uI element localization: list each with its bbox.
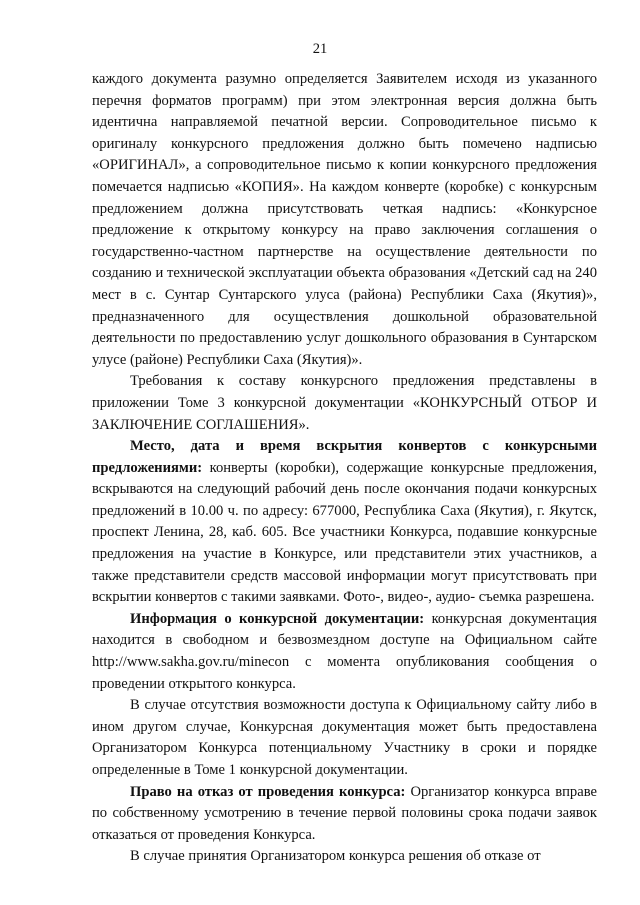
paragraph-text: Организатор конкурса вправе по собственному усмотрению в течение первой половины срока подачи заявок отказаться от проведения Конкурса. [92,783,597,843]
document-body [92,69,597,868]
page-number: 21 [312,41,328,57]
paragraph-text: конверты (коробки), содержащие конкурсные предложения, вскрываются на следующий рабочий день после окончания подачи конкурсных предложений в 10.00 ч. по адресу: 677000, Республика Саха (Якутия), г. Якутск, проспект Ленина, 28, каб. 605. Все участники Конкурса, подавшие конкурсные предложения на участие в Конкурсе, или представители этих участников, а также представители средств массовой информации могут присутствовать при вскрытии конвертов с такими заявками. Фото-, видео-, аудио- съемка разрешена. [92,459,597,606]
paragraph-heading: Информация о конкурсной документации: [130,610,425,627]
paragraph-text: конкурсная документация находится в свободном и безвозмездном доступе на Официальном сайте http://www.sakha.gov.ru/minecon с момента опубликования сообщения о проведении открытого конкурса. [92,610,597,692]
paragraph-opening-envelopes [92,436,597,609]
paragraph-documentation-info [92,609,597,695]
paragraph-right-to-refuse [92,782,597,847]
paragraph-text: В случае отсутствия возможности доступа к Официальному сайту либо в ином другом случае, Конкурсная документация может быть предоставлена Организатором Конкурса потенциальному Участнику в сроки и порядке определенные в Томе 1 конкурсной документации. [92,697,597,778]
paragraph-text: каждого документа разумно определяется Заявителем исходя из указанного перечня форматов программ) при этом электронная версия должна быть идентична направляемой печатной версии. Сопроводительное письмо к оригиналу конкурсного предложения должно быть помечено надписью «ОРИГИНАЛ», а сопроводительное письмо к копии конкурсного предложения помечается надписью «КОПИЯ». На каждом конверте (коробке) с конкурсным предложением должна присутствовать четкая надпись: «Конкурсное предложение к открытому конкурсу на право заключения соглашения о государственно-частном партнерстве на осуществление деятельности по созданию и технической эксплуатации объекта образования «Детский сад на 240 мест в с. Сунтар Сунтарского улуса (района) Республики Саха (Якутия)», предназначенного для осуществления дошкольной образовательной деятельности по предоставлению услуг дошкольного образования в Сунтарском улусе (районе) Республики Саха (Якутия)». [92,71,597,368]
paragraph-no-site-access [92,695,597,781]
paragraph-format-requirements [92,69,597,371]
paragraph-heading: Право на отказ от проведения конкурса: [130,783,406,800]
paragraph-text: В случае принятия Организатором конкурса решения об отказе от [130,848,541,865]
paragraph-refusal-decision [92,846,597,868]
paragraph-proposal-composition [92,371,597,436]
paragraph-heading: Место, дата и время вскрытия конвертов с конкурсными предложениями: [92,438,597,476]
paragraph-text: Требования к составу конкурсного предложения представлены в приложении Томе 3 конкурсной документации «КОНКУРСНЫЙ ОТБОР И ЗАКЛЮЧЕНИЕ СОГЛАШЕНИЯ». [92,373,597,433]
